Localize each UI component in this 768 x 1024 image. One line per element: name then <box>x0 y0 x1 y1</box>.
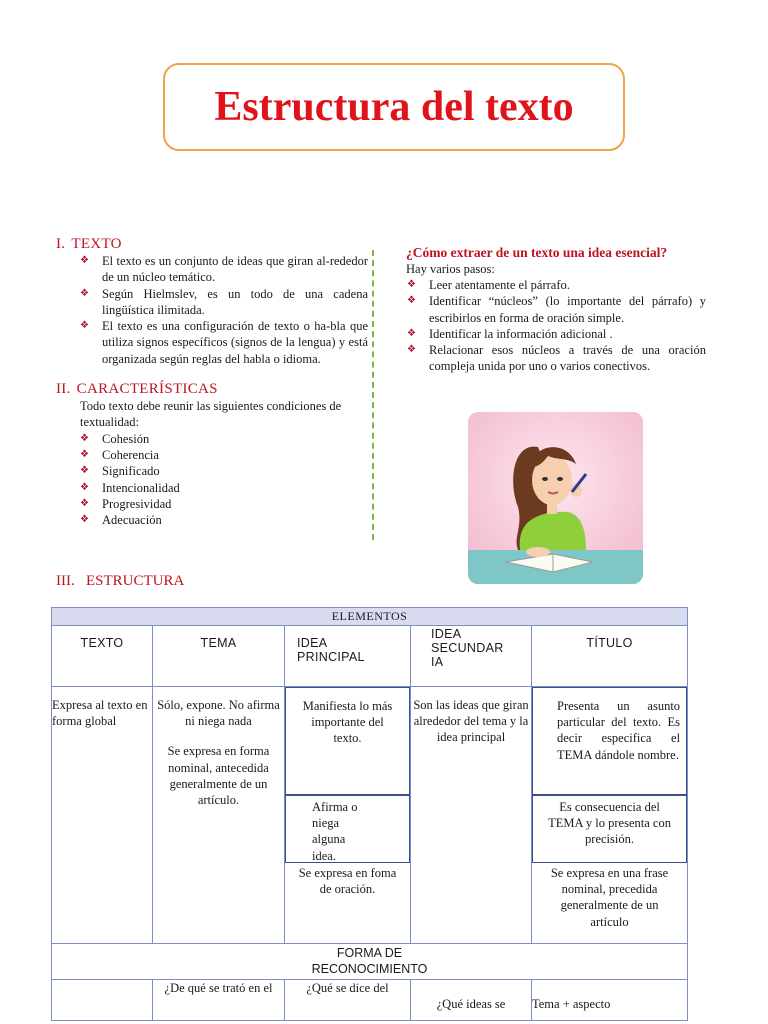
section-texto-heading <box>56 236 368 253</box>
cell-text: Expresa al texto en forma global <box>52 698 148 729</box>
cell-text: FORMA DE RECONOCIMIENTO <box>311 946 428 976</box>
list-item: ❖ El texto es un conjunto de ideas que giran al-rededor de un núcleo temático. <box>56 253 368 286</box>
column-divider <box>372 250 374 540</box>
section-caracteristicas-heading <box>56 381 368 398</box>
section-title: CARACTERÍSTICAS <box>76 381 218 398</box>
table-cell <box>285 687 411 944</box>
cell-text: Manifiesta lo más importante del texto. <box>285 687 410 795</box>
column-header: TEMA <box>153 626 285 687</box>
cell-text: Es consecuencia del TEMA y lo presenta con precisión. <box>532 795 687 863</box>
list-item: ❖ Intencionalidad <box>56 480 368 496</box>
cell-text: Sólo, expone. No afirma ni niega nada <box>157 698 280 729</box>
cell-text: Se expresa en una frase nominal, precedida generalmente de un artículo <box>550 866 669 929</box>
caracteristicas-intro: Todo texto debe reunir las siguientes condiciones de textualidad: <box>80 399 342 430</box>
section-title: TEXTO <box>71 236 122 252</box>
column-header: TEXTO <box>52 626 153 687</box>
list-item: ❖ Relacionar esos núcleos a través de una oración compleja unida por uno o varios conectivos. <box>406 342 706 375</box>
texto-bullets <box>56 253 368 367</box>
right-column <box>406 245 706 375</box>
list-item: ❖ Coherencia <box>56 447 368 463</box>
page-title: Estructura del texto <box>214 84 574 130</box>
column-header: IDEA PRINCIPAL <box>285 626 411 687</box>
cell-text: Son las ideas que giran alrededor del tema y la idea principal <box>413 698 529 745</box>
list-item: ❖ Cohesión <box>56 431 368 447</box>
forma-header <box>52 944 688 980</box>
column-header: TÍTULO <box>532 626 688 687</box>
list-item: ❖ Identificar la información adicional . <box>406 326 706 342</box>
list-item: ❖ Identificar “núcleos” (lo importante del párrafo) y escribirlos en forma de oración simple. <box>406 293 706 326</box>
question-heading: ¿Cómo extraer de un texto una idea esencial? <box>406 245 668 260</box>
section-estructura-heading <box>56 573 184 590</box>
elements-table <box>51 607 688 1021</box>
section-number: III. <box>56 573 75 589</box>
cell-text: Presenta un asunto particular del texto. Es decir especifica el TEMA dándole nombre. <box>532 687 687 795</box>
list-item: ❖ El texto es una configuración de texto o ha-bla que utiliza signos específicos (signos de la lengua) y está organizada según reglas del habla o idioma. <box>56 318 368 367</box>
student-illustration <box>468 412 643 584</box>
cell-text: ¿De qué se trató en el <box>164 981 273 995</box>
table-cell <box>532 980 688 1021</box>
list-item: ❖ Según Hielmslev, es un todo de una cadena lingüística ilimitada. <box>56 286 368 319</box>
cell-text: Afirma o niega alguna idea. <box>285 795 410 863</box>
table-header: ELEMENTOS <box>52 608 688 626</box>
table-cell <box>532 687 688 944</box>
steps-bullets <box>406 277 706 375</box>
table-cell <box>52 980 153 1021</box>
table-cell <box>153 980 285 1021</box>
cell-text: Tema + aspecto <box>532 997 611 1011</box>
cell-text: Se expresa en forma nominal, antecedida generalmente de un artículo. <box>167 744 270 808</box>
table-cell <box>52 687 153 944</box>
section-number: II. <box>56 381 71 398</box>
list-item: ❖ Progresividad <box>56 496 368 512</box>
section-title: ESTRUCTURA <box>86 573 185 589</box>
left-column <box>56 236 368 528</box>
column-header: IDEA SECUNDAR IA <box>411 626 532 687</box>
list-item: ❖ Leer atentamente el párrafo. <box>406 277 706 293</box>
caracteristicas-bullets <box>56 431 368 529</box>
table-cell <box>153 687 285 944</box>
cell-text: Se expresa en foma de oración. <box>298 866 397 897</box>
section-number: I. <box>56 236 66 252</box>
table-cell <box>411 687 532 944</box>
table-cell <box>411 980 532 1021</box>
cell-text: ¿Qué se dice del <box>306 981 389 995</box>
list-item: ❖ Significado <box>56 463 368 479</box>
table-cell <box>285 980 411 1021</box>
list-item: ❖ Adecuación <box>56 512 368 528</box>
cell-text: ¿Qué ideas se <box>436 997 506 1011</box>
title-box <box>163 63 625 151</box>
steps-intro: Hay varios pasos: <box>406 262 495 276</box>
